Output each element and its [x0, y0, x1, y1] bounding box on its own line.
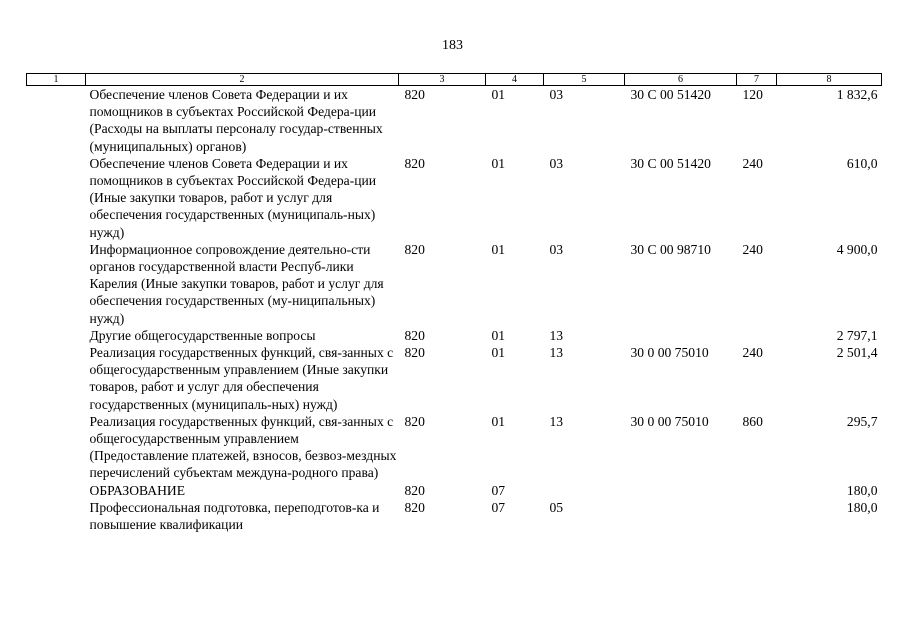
- ministry-code: 820: [404, 155, 425, 171]
- expense-type-code: [737, 482, 777, 499]
- target-code: 30 0 00 75010: [630, 345, 709, 361]
- table-row: [27, 155, 882, 241]
- ministry-code: 820: [404, 327, 425, 343]
- section-code: 01: [491, 241, 506, 257]
- column-header-2: 2: [86, 74, 399, 86]
- row-name: Обеспечение членов Совета Федерации и их помощников в субъектах Российской Федера-ции (Расходы на выплаты персоналу государ-ственных (муниципальных) органов): [89, 87, 383, 154]
- row-name: Обеспечение членов Совета Федерации и их помощников в субъектах Российской Федера-ции (Иные закупки товаров, работ и услуг для обеспечения государственных (муниципаль-ных) нужд): [89, 155, 377, 240]
- target-code: 30 С 00 51420: [630, 87, 711, 102]
- section-code: 01: [491, 87, 506, 102]
- column-header-5: 5: [544, 74, 625, 86]
- ministry-code: 820: [404, 413, 425, 429]
- target-code: 30 0 00 75010: [630, 413, 709, 429]
- subsection-code: [544, 482, 625, 499]
- subsection-code: 03: [549, 155, 564, 171]
- table-row: [27, 344, 882, 413]
- ministry-code: 820: [404, 499, 425, 515]
- expense-type-code: [737, 499, 777, 533]
- column-header-6: 6: [625, 74, 737, 86]
- table-row: [27, 499, 882, 533]
- table-row: [27, 86, 882, 155]
- amount: 180,0: [846, 482, 878, 498]
- ministry-code: 820: [404, 87, 425, 102]
- section-code: 07: [491, 499, 506, 515]
- column-header-4: 4: [486, 74, 544, 86]
- target-code: [625, 327, 737, 344]
- target-code: [625, 482, 737, 499]
- expense-type-code: 860: [742, 413, 763, 429]
- column-number-row: [27, 74, 882, 86]
- ministry-code: 820: [404, 345, 425, 361]
- subsection-code: 13: [549, 327, 564, 343]
- row-name: Реализация государственных функций, свя-занных с общегосударственным управлением (Иные закупки товаров, работ и услуг для обеспечения государственных (муниципаль-ных) нужд): [89, 345, 394, 412]
- ministry-code: 820: [404, 241, 425, 257]
- amount: 2 501,4: [836, 345, 878, 361]
- subsection-code: 13: [549, 345, 564, 361]
- amount: 295,7: [846, 413, 878, 429]
- row-name: ОБРАЗОВАНИЕ: [89, 482, 186, 498]
- amount: 610,0: [846, 155, 878, 171]
- column-header-8: 8: [777, 74, 882, 86]
- expense-type-code: 240: [742, 241, 763, 257]
- expense-type-code: [737, 327, 777, 344]
- table-row: [27, 241, 882, 327]
- section-code: 01: [491, 345, 506, 361]
- subsection-code: 05: [549, 499, 564, 515]
- expense-type-code: 240: [742, 345, 763, 361]
- target-code: 30 С 00 98710: [630, 241, 711, 257]
- row-name: Другие общегосударственные вопросы: [89, 327, 316, 343]
- section-code: 01: [491, 327, 506, 343]
- amount: 180,0: [846, 499, 878, 515]
- table-row: [27, 413, 882, 482]
- expense-type-code: 240: [742, 155, 763, 171]
- section-code: 01: [491, 413, 506, 429]
- amount: 2 797,1: [836, 327, 878, 343]
- section-code: 01: [491, 155, 506, 171]
- table-row: [27, 482, 882, 499]
- target-code: [625, 499, 737, 533]
- page-number: 183: [442, 38, 463, 53]
- section-code: 07: [491, 482, 506, 498]
- expense-type-code: 120: [742, 87, 763, 102]
- subsection-code: 13: [549, 413, 564, 429]
- budget-table: [26, 73, 882, 533]
- row-name: Информационное сопровождение деятельно-сти органов государственной власти Респуб-лики Карелия (Иные закупки товаров, работ и услуг для обеспечения государственных (му-ниципальных) нужд): [89, 241, 384, 326]
- amount: 4 900,0: [836, 241, 878, 257]
- column-header-7: 7: [737, 74, 777, 86]
- subsection-code: 03: [549, 87, 564, 102]
- target-code: 30 С 00 51420: [630, 155, 711, 171]
- subsection-code: 03: [549, 241, 564, 257]
- ministry-code: 820: [404, 482, 425, 498]
- row-name: Профессиональная подготовка, переподготов-ка и повышение квалификации: [89, 499, 380, 533]
- amount: 1 832,6: [836, 87, 878, 102]
- column-header-3: 3: [399, 74, 486, 86]
- table-row: [27, 327, 882, 344]
- column-header-1: 1: [27, 74, 86, 86]
- row-name: Реализация государственных функций, свя-занных с общегосударственным управлением (Предоставление платежей, взносов, безвоз-мездных перечислений субъектам междуна-родного права): [89, 413, 397, 481]
